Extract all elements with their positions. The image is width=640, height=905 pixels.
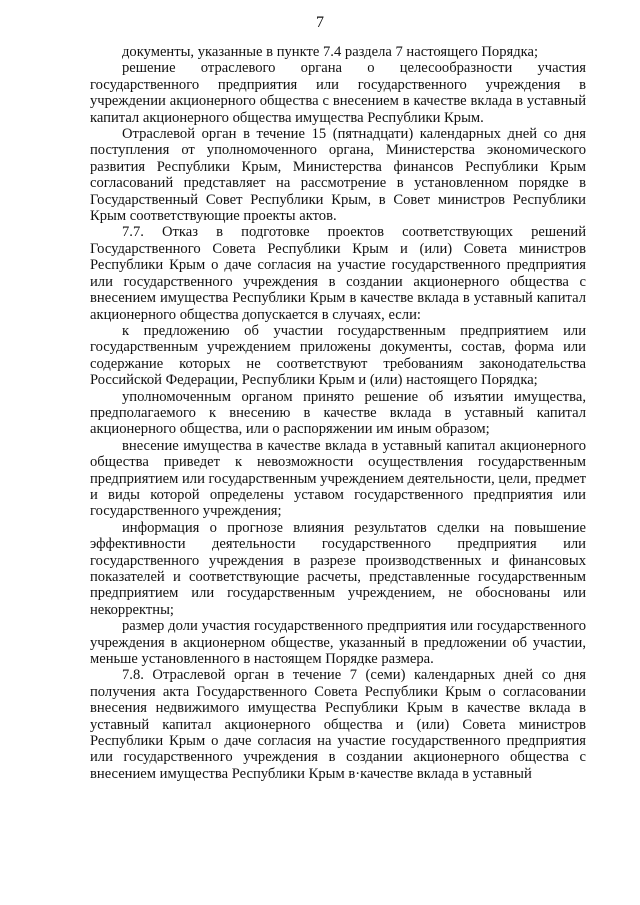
paragraph-impossibility: внесение имущества в качестве вклада в уставный капитал акционерного общества приведет к невозможности осуществления государственным предприятием или государственным учреждением деятельности, цели, предмет и виды которой определены уставом государственного предприятия или государственного учреждения; <box>90 437 586 520</box>
paragraph-share-size: размер доли участия государственного предприятия или государственного учреждения в акционерном обществе, указанный в предложении об участии, меньше установленного в настоящем Порядке размера. <box>90 618 586 668</box>
paragraph-seizure: уполномоченным органом принято решение об изъятии имущества, предполагаемого к внесению в качестве вклада в уставный капитал акционерного общества, или о распоряжении им иным образом; <box>90 388 586 438</box>
paragraph-sectoral-body: Отраслевой орган в течение 15 (пятнадцати) календарных дней со дня поступления от уполномоченного органа, Министерства экономического развития Республики Крым, Министерства финансов Республики Крым согласований представляет на рассмотрение в установленном порядке в Государственный Совет Республики Крым, в Совет министров Республики Крым соответствующие проекты актов. <box>90 126 586 225</box>
paragraph-decision: решение отраслевого органа о целесообразности участия государственного предприятия или государственного учреждения в учреждении акционерного общества с внесением в качестве вклада в уставный капитал акционерного общества имущества Республики Крым. <box>90 60 586 126</box>
page-number: 7 <box>316 14 324 31</box>
paragraph-documents-mismatch: к предложению об участии государственным предприятием или государственным учреждением приложены документы, состав, форма или содержание которых не соответствуют требованиям законодательства Российской Федерации, Республики Крым и (или) настоящего Порядка; <box>90 322 586 389</box>
paragraph-documents: документы, указанные в пункте 7.4 раздела 7 настоящего Порядка; <box>122 44 539 60</box>
paragraph-forecast: информация о прогнозе влияния результатов сделки на повышение эффективности деятельности государственного предприятия или государственного учреждения в разрезе производственных и финансовых показателей и соответствующие расчеты, представленные государственным предприятием или государственным учреждением, не обоснованы или некорректны; <box>90 519 586 618</box>
paragraph-7-7: 7.7. Отказ в подготовке проектов соответствующих решений Государственного Совета Республики Крым и (или) Совета министров Республики Крым о даче согласия на участие государственного предприятия или государственного учреждения в создании акционерного общества с внесением имущества Республики Крым в качестве вклада в уставный капитал акционерного общества допускается в случаях, если: <box>90 224 586 323</box>
document-body <box>90 44 586 782</box>
paragraph-7-8: 7.8. Отраслевой орган в течение 7 (семи) календарных дней со дня получения акта Государственного Совета Республики Крым о согласовании внесения недвижимого имущества Республики Крым в качестве вклада в уставный капитал акционерного общества и (или) Совета министров Республики Крым о даче согласия на участие государственного предприятия или государственного учреждения в создании акционерного общества с внесением имущества Республики Крым в·качестве вклада в уставный <box>90 667 586 782</box>
